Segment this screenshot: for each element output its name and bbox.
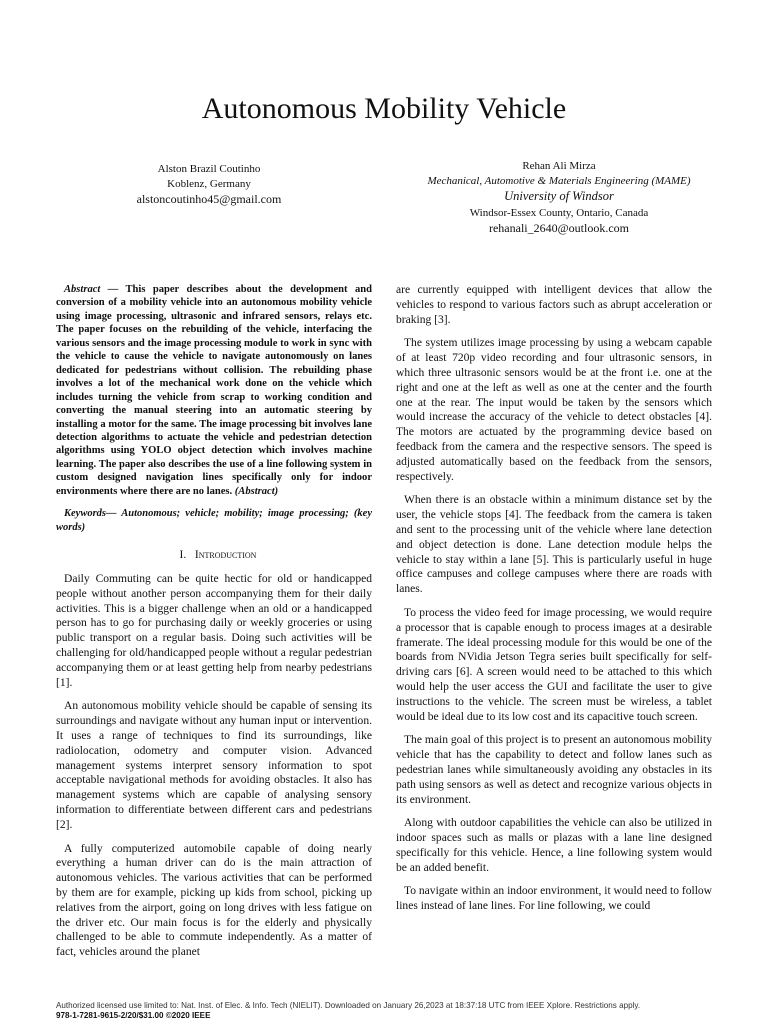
keywords-label: Keywords— (64, 508, 117, 520)
body-paragraph: The main goal of this project is to present an autonomous mobility vehicle that has the capability to detect and follow lanes such as pedestrian lanes while simultaneously avoiding any obstacles in its path using sensors as well as detect and recognize various objects in its environment. (396, 734, 712, 806)
paper-title: Autonomous Mobility Vehicle (201, 92, 567, 126)
keywords (56, 507, 372, 534)
license-notice: Authorized licensed use limited to: Nat. Inst. of Elec. & Info. Tech (NIELIT). Downloaded on January 26,2023 at 18:37:18 UTC from IEEE Xplore. Restrictions apply. (56, 1001, 641, 1010)
body-paragraph: The system utilizes image processing by using a webcam capable of at least 720p video recording and four ultrasonic sensors, in which three ultrasonic sensors would be at the front i.e. one at the right and one at the left as well as one at the center and the fourth one at the rear. The input would be taken by the sensors which would increase the accuracy of the vehicle to detect obstacles [4]. The motors are actuated by the programming device based on feedback from the camera and the respective sensors. The speed is adjusted automatically based on the feedback from the sensors, respectively. (396, 337, 712, 483)
body-paragraph: To process the video feed for image processing, we would require a processor that is capable enough to process images at a desirable framerate. The ideal processing module for this would be one of the boards from NVidia Jetson Tegra series built specifically for self-driving cars [6]. A screen would need to be attached to this which would help the user access the GUI and facilitate the user to give instructions to the vehicle. The screen must be wireless, a tablet would be ideal due to its low cost and its capacitive touch screen. (396, 606, 712, 723)
author-university: University of Windsor (504, 189, 614, 203)
body-paragraph: are currently equipped with intelligent devices that allow the vehicles to respond to various factors such as abrupt acceleration or braking [3]. (396, 284, 712, 326)
author-email: alstoncoutinho45@gmail.com (136, 192, 282, 206)
right-column (396, 283, 712, 923)
body-paragraph: Daily Commuting can be quite hectic for old or handicapped people without another person accompanying them for their daily activities. This is a bigger challenge when an old or a handicapped person has to go for purchasing daily or weekly groceries or using public transport on a regular basis. Doing such activities will be challenging for old/handicapped people without a regular pedestrian accompanying them or at least getting help from nearby pedestrians [1]. (56, 573, 372, 689)
section-title: Introduction (194, 549, 257, 562)
body-paragraph: Along with outdoor capabilities the vehicle can also be utilized in indoor spaces such as malls or plazas with a lane line designed specifically for this vehicle. Hence, a line following system would be an added benefit. (396, 817, 712, 874)
body-paragraph: A fully computerized automobile capable of doing nearly everything a human driver can do is the main attraction of autonomous vehicles. The various activities that can be performed by them are for example, picking up kids from school, picking up relatives from the airport, going on long drives with less fatigue on the driver etc. Our main focus is for the elderly and physically challenged to be able to commute independently. As a matter of fact, vehicles around the planet (56, 842, 372, 959)
abstract (56, 283, 372, 498)
section-number: I. (179, 549, 187, 562)
author-location: Windsor-Essex County, Ontario, Canada (469, 207, 649, 219)
author-department: Mechanical, Automotive & Materials Engineering (MAME) (427, 175, 691, 187)
author-name: Rehan Ali Mirza (522, 160, 596, 172)
abstract-text: This paper describes about the development and conversion of a mobility vehicle into an autonomous mobility vehicle using image processing, ultrasonic and infrared sensors, relays etc. The paper focuses on the rebuilding of the vehicle, interfacing the various sensors and the image processing module to work in sync with the vehicle to cause the vehicle to navigate autonomously on lanes dedicated for pedestrians without collision. The rebuilding phase involves a lot of the mechanical work done on the vehicle which includes turning the vehicle from scrap to working condition and converting the manual steering into an automatic steering by installing a motor for the same. The image processing bit involves lane detection algorithms to actuate the vehicle and pedestrian detection algorithms using YOLO object detection which involves machine learning. The paper also describes the use of a line following system in custom designed navigation lines specifically only for indoor environments where there are no lanes. (56, 284, 372, 497)
abstract-label: Abstract — (64, 284, 119, 295)
left-column (56, 283, 372, 969)
author-block-2 (414, 159, 704, 236)
abstract-tag: (Abstract) (232, 485, 279, 497)
author-name: Alston Brazil Coutinho (157, 163, 261, 175)
author-block-1 (134, 162, 284, 207)
keywords-text: Autonomous; vehicle; mobility; image processing; (key words) (56, 508, 372, 533)
section-heading-introduction (56, 548, 372, 563)
author-location: Koblenz, Germany (167, 178, 251, 190)
body-paragraph: To navigate within an indoor environment, it would need to follow lines instead of lane lines. For line following, we could (396, 885, 713, 913)
author-email: rehanali_2640@outlook.com (488, 221, 630, 235)
body-paragraph: When there is an obstacle within a minimum distance set by the user, the vehicle stops [4]. The feedback from the camera is taken and sent to the processing unit of the vehicle where lane detection and object detection is done. Lane detection module helps the vehicle to stay within a lane [5]. This is particularly useful in huge office campuses and college campuses where there are roads with lanes. (396, 494, 712, 596)
copyright-notice: 978-1-7281-9615-2/20/$31.00 ©2020 IEEE (56, 1011, 211, 1020)
body-paragraph: An autonomous mobility vehicle should be capable of sensing its surroundings and navigate without any human input or intervention. It uses a range of techniques to find its surroundings, like radiolocation, odometry and computer vision. Advanced management systems interpret sensory information to spot acceptable navigational methods for avoiding obstacles. It also has management systems which are capable of analysing sensory information to differentiate between different cars and pedestrians [2]. (56, 700, 372, 831)
